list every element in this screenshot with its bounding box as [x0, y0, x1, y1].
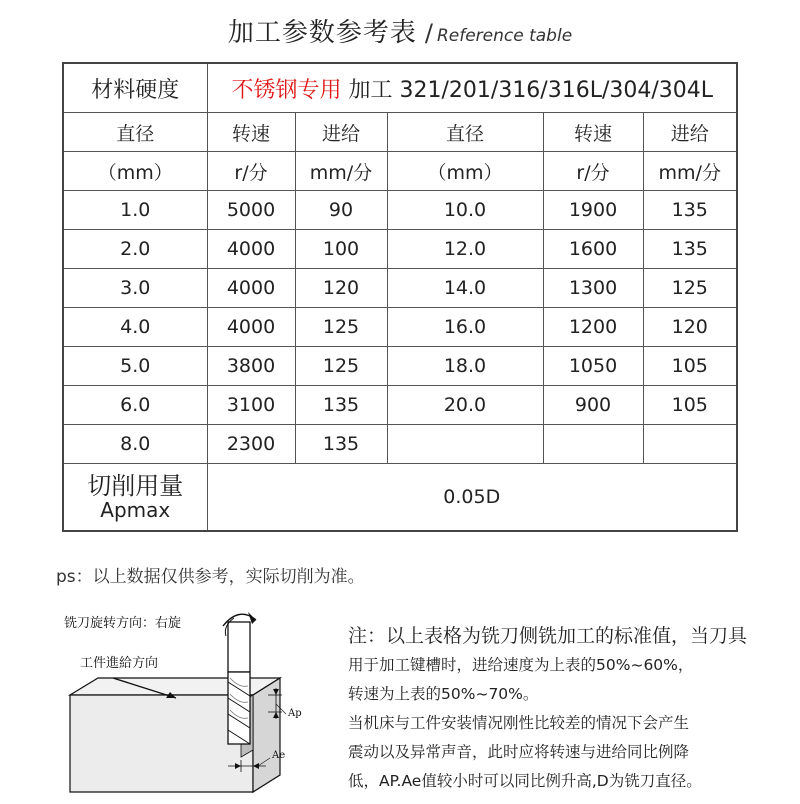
note-line: 当机床与工件安装情况刚性比较差的情况下会产生: [348, 714, 690, 732]
milling-diagram: [58, 600, 338, 800]
table-cell: 3100: [207, 386, 295, 425]
table-row: [63, 191, 737, 230]
cutting-amount-row: [63, 464, 737, 532]
table-cell: 120: [643, 308, 737, 347]
ae-label: Ae: [272, 750, 286, 761]
table-cell: 4000: [207, 308, 295, 347]
unit-cell: r/分: [543, 152, 643, 191]
table-cell: 105: [643, 347, 737, 386]
table-cell: 120: [295, 269, 387, 308]
material-row: [63, 63, 737, 113]
table-cell: 900: [543, 386, 643, 425]
cutting-amount-label-cn: 切削用量: [87, 471, 184, 500]
cutting-amount-label: [63, 464, 207, 532]
table-cell: 135: [295, 386, 387, 425]
table-cell: 1600: [543, 230, 643, 269]
table-cell: 1200: [543, 308, 643, 347]
table-cell: 3.0: [63, 269, 207, 308]
header-cell: 直径: [63, 113, 207, 152]
title-english: Reference table: [436, 26, 573, 46]
table-cell: 8.0: [63, 425, 207, 464]
note-line: 震动以及异常声音，此时应将转速与进给同比例降: [348, 743, 690, 761]
note-line: 注：以上表格为铣刀侧铣加工的标准值，当刀具: [348, 625, 748, 647]
table-cell: 4.0: [63, 308, 207, 347]
page-title: [0, 12, 800, 49]
header-row: [63, 113, 737, 152]
table-cell: 1.0: [63, 191, 207, 230]
rotation-direction-label: 铣刀旋转方向：右旋: [64, 616, 182, 631]
ap-label: Ap: [288, 708, 302, 719]
table-cell: 100: [295, 230, 387, 269]
table-cell: 6.0: [63, 386, 207, 425]
table-cell: 20.0: [387, 386, 543, 425]
table-cell: 18.0: [387, 347, 543, 386]
note-line: 用于加工键槽时，进给速度为上表的50%~60%，: [348, 656, 694, 674]
table-cell: 125: [643, 269, 737, 308]
note-line: 转速为上表的50%~70%。: [348, 685, 539, 703]
table-cell: 105: [643, 386, 737, 425]
table-cell: 125: [295, 308, 387, 347]
cutting-amount-label-en: Apmax: [100, 498, 171, 523]
header-cell: 转速: [207, 113, 295, 152]
table-cell: 5000: [207, 191, 295, 230]
unit-cell: （mm）: [387, 152, 543, 191]
ps-note: ps：以上数据仅供参考，实际切削为准。: [56, 567, 365, 587]
unit-cell: mm/分: [643, 152, 737, 191]
material-value: [207, 63, 737, 113]
material-highlight: 不锈钢专用: [231, 77, 342, 103]
table-cell: 4000: [207, 269, 295, 308]
table-cell: 5.0: [63, 347, 207, 386]
usage-note: [348, 622, 768, 796]
material-label: 材料硬度: [63, 63, 207, 113]
table-cell: 14.0: [387, 269, 543, 308]
cutting-amount-value: 0.05D: [207, 464, 737, 532]
table-row: [63, 230, 737, 269]
table-cell: 125: [295, 347, 387, 386]
table-row: [63, 308, 737, 347]
table-row: [63, 425, 737, 464]
table-cell: [387, 425, 543, 464]
table-cell: 90: [295, 191, 387, 230]
unit-cell: r/分: [207, 152, 295, 191]
material-rest: 加工 321/201/316/316L/304/304L: [348, 77, 714, 103]
table-row: [63, 386, 737, 425]
title-chinese: 加工参数参考表: [227, 18, 417, 48]
table-cell: 135: [295, 425, 387, 464]
table-cell: [643, 425, 737, 464]
unit-cell: （mm）: [63, 152, 207, 191]
table-cell: 10.0: [387, 191, 543, 230]
table-cell: 1900: [543, 191, 643, 230]
header-cell: 进给: [643, 113, 737, 152]
table-cell: 2300: [207, 425, 295, 464]
table-cell: 16.0: [387, 308, 543, 347]
table-row: [63, 269, 737, 308]
table-cell: [543, 425, 643, 464]
table-cell: 1300: [543, 269, 643, 308]
header-cell: 进给: [295, 113, 387, 152]
unit-cell: mm/分: [295, 152, 387, 191]
table-cell: 4000: [207, 230, 295, 269]
header-cell: 直径: [387, 113, 543, 152]
title-separator: /: [424, 19, 433, 47]
table-cell: 2.0: [63, 230, 207, 269]
table-cell: 135: [643, 230, 737, 269]
note-line: 低，AP.Ae值较小时可以同比例升高,D为铣刀直径。: [348, 772, 702, 790]
table-row: [63, 347, 737, 386]
table-cell: 3800: [207, 347, 295, 386]
unit-row: [63, 152, 737, 191]
header-cell: 转速: [543, 113, 643, 152]
table-cell: 12.0: [387, 230, 543, 269]
feed-direction-label: 工件進給方向: [80, 656, 159, 671]
table-cell: 1050: [543, 347, 643, 386]
table-cell: 135: [643, 191, 737, 230]
reference-table: [62, 62, 738, 532]
